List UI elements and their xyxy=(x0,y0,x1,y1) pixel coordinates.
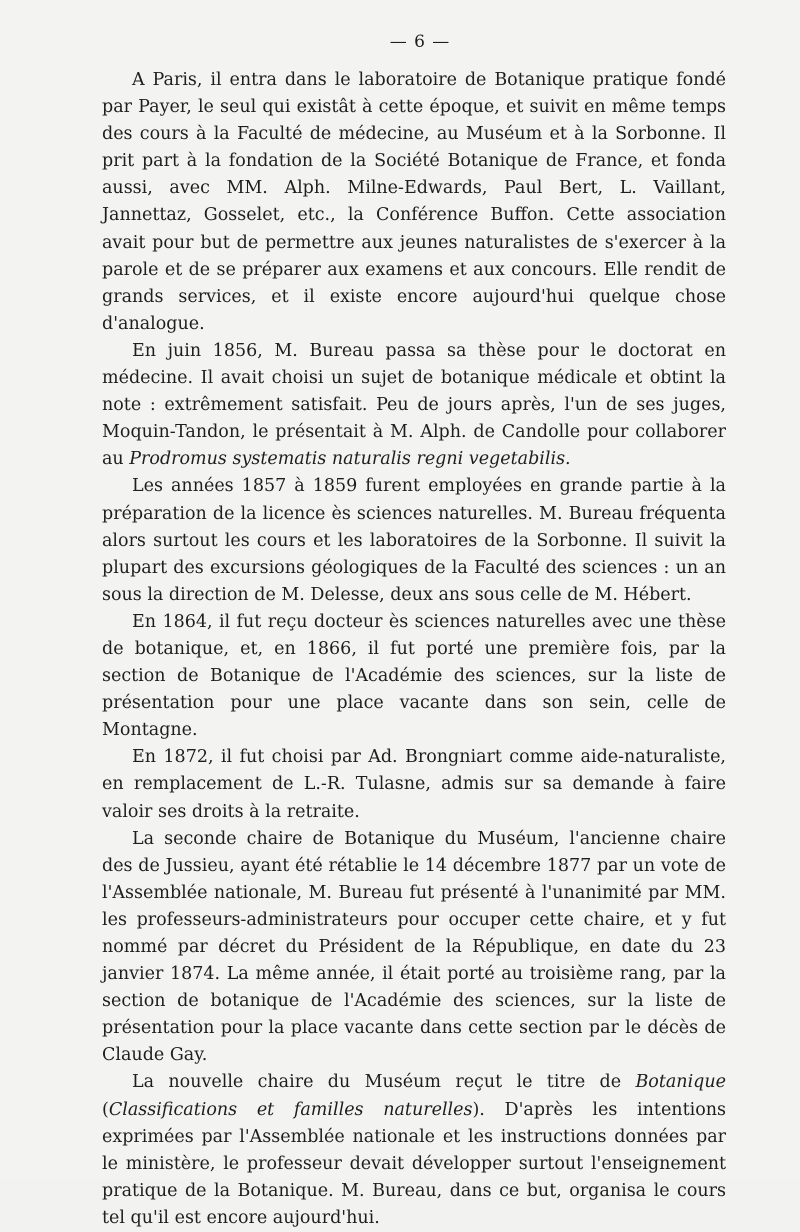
paragraph xyxy=(102,473,726,608)
text-run: ( xyxy=(102,1099,109,1120)
paragraph xyxy=(102,338,726,473)
paragraph xyxy=(102,1069,726,1232)
text-run: A Paris, il entra dans le laboratoire de Botanique pratique fondé par Payer, le seul qui existât à cette époque, et suivit en même temps des cours à la Faculté de médecine, au Muséum et à la Sorbonne. Il prit part à la fondation de la Société Botanique de France, et fonda aussi, avec MM. Alph. Milne-Edwards, Paul Bert, L. Vaillant, Jannettaz, Gosselet, etc., la Conférence Buffon. Cette association avait pour but de permettre aux jeunes naturalistes de s'exercer à la parole et de se préparer aux examens et aux concours. Elle rendit de grands services, et il existe encore aujourd'hui quelque chose d'analogue. xyxy=(102,70,726,334)
text-run: ). D'après les intentions exprimées par l'Assemblée nationale et les instructions données par le ministère, le professeur devait développer surtout l'enseignement pratique de la Botanique. M. Bureau, dans ce but, organisa le cours tel qu'il est encore aujourd'hui. xyxy=(102,1099,726,1228)
body-text xyxy=(102,67,726,1232)
text-run: En juin 1856, M. Bureau passa sa thèse pour le doctorat en médecine. Il avait choisi un sujet de botanique médicale et obtint la note : extrêmement satisfait. Peu de jours après, l'un de ses juges, Moquin-Tandon, le présentait à M. Alph. de Candolle pour collaborer au xyxy=(102,340,726,470)
italic-text: Botanique xyxy=(635,1072,726,1093)
text-run: En 1872, il fut choisi par Ad. Brongniart comme aide-naturaliste, en remplacement de L.-R. Tulasne, admis sur sa demande à faire valoir ses droits à la retraite. xyxy=(102,747,726,822)
text-run: . xyxy=(565,449,571,470)
paragraph xyxy=(102,609,726,744)
italic-text: Classifications et familles naturelles xyxy=(108,1099,473,1120)
text-run: La nouvelle chaire du Muséum reçut le titre de xyxy=(132,1072,636,1093)
text-run: La seconde chaire de Botanique du Muséum, l'ancienne chaire des de Jussieu, ayant été rétablie le 14 décembre 1877 par un vote de l'Assemblée nationale, M. Bureau fut présenté à l'unanimité par MM. les professeurs-administrateurs pour occuper cette chaire, et y fut nommé par décret du Président de la République, en date du 23 janvier 1874. La même année, il était porté au troisième rang, par la section de botanique de l'Académie des sciences, sur la liste de présentation pour la place vacante dans cette section par le décès de Claude Gay. xyxy=(102,828,726,1066)
page-number: — 6 — xyxy=(389,32,451,52)
text-run: Les années 1857 à 1859 furent employées en grande partie à la préparation de la licence ès sciences naturelles. M. Bureau fréquenta alors surtout les cours et les laboratoires de la Sorbonne. Il suivit la plupart des excursions géologiques de la Faculté des sciences : un an sous la direction de M. Delesse, deux ans sous celle de M. Hébert. xyxy=(102,476,726,605)
italic-text: Prodromus systematis naturalis regni vegetabilis xyxy=(129,449,566,470)
text-run: En 1864, il fut reçu docteur ès sciences naturelles avec une thèse de botanique, et, en 1866, il fut porté une première fois, par la section de Botanique de l'Académie des sciences, sur la liste de présentation pour une place vacante dans son sein, celle de Montagne. xyxy=(102,611,726,741)
paragraph xyxy=(102,826,726,1070)
paragraph xyxy=(102,744,726,825)
paragraph xyxy=(102,67,726,338)
